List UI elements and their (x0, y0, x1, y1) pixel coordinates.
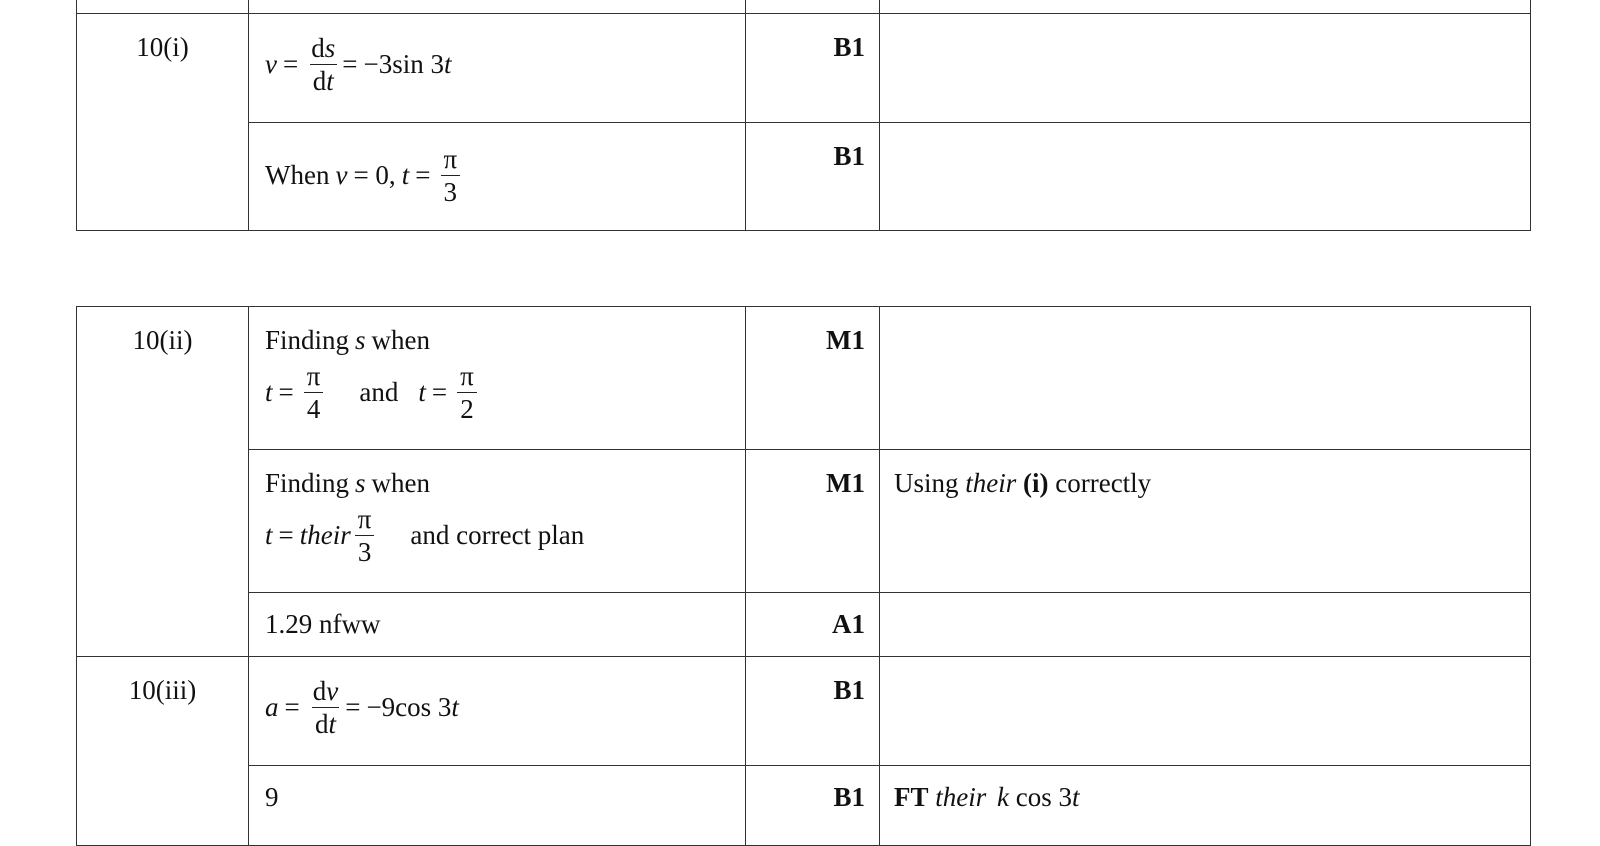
guidance-cell (880, 307, 1531, 450)
mark-cell: B1 (746, 123, 880, 231)
table-row (77, 766, 1531, 846)
mark-cell: M1 (746, 450, 880, 593)
guidance-cell (880, 657, 1531, 766)
guidance-cell: Using their (i) correctly (880, 450, 1531, 593)
answer-cell: a = $\frac{dv}{dt}$ = −9cos 3t (249, 657, 746, 766)
mark-cell: B1 (746, 14, 880, 123)
question-number: 10(ii) (77, 307, 249, 657)
answer-cell: 9 (249, 766, 746, 846)
fraction: $\frac{\pi}{2}$ (457, 362, 477, 424)
table-row (77, 450, 1531, 593)
answer-cell: Finding s when t = $\frac{\pi}{4}$ and t = $\frac{\pi}{2}$ (249, 307, 746, 450)
table-row (77, 593, 1531, 657)
answer-cell: v = $\frac{ds}{dt}$ = −3sin 3t (249, 14, 746, 123)
var-v: v (265, 49, 277, 80)
question-number: 10(i) (77, 14, 249, 231)
answer-cell: Finding s when t = their $\frac{\pi}{3}$ and correct plan (249, 450, 746, 593)
fraction: $\frac{dv}{dt}$ (312, 676, 339, 740)
table-row (77, 123, 1531, 231)
table-row (77, 307, 1531, 450)
question-number: 10(iii) (77, 657, 249, 846)
answer-cell: When v = 0, t = $\frac{\pi}{3}$ (249, 123, 746, 231)
mark-cell: A1 (746, 593, 880, 657)
fraction: $\frac{\pi}{3}$ (355, 505, 375, 567)
fraction: $\frac{ds}{dt}$ (311, 33, 336, 97)
answer-cell: 1.29 nfww (249, 593, 746, 657)
guidance-cell (880, 123, 1531, 231)
table-row (77, 657, 1531, 766)
fraction: $\frac{\pi}{3}$ (440, 145, 460, 207)
guidance-cell (880, 593, 1531, 657)
mark-scheme-table-10ii-iii (76, 306, 1531, 846)
guidance-cell: FT their k cos 3t (880, 766, 1531, 846)
mark-scheme-table-10i (76, 0, 1531, 231)
fraction: $\frac{\pi}{4}$ (304, 362, 324, 424)
table-row (77, 0, 1531, 14)
guidance-cell (880, 14, 1531, 123)
table-row (77, 14, 1531, 123)
mark-cell: M1 (746, 307, 880, 450)
mark-cell: B1 (746, 657, 880, 766)
mark-cell: B1 (746, 766, 880, 846)
